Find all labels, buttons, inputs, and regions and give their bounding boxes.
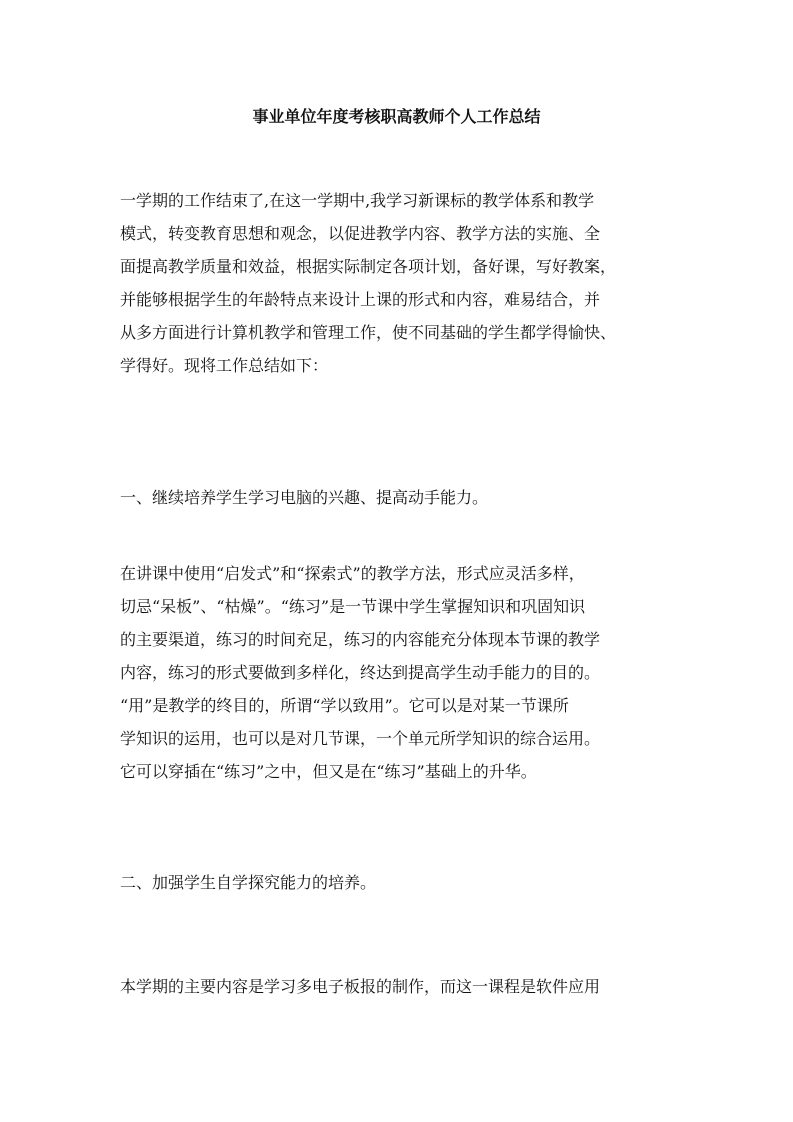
heading-text: 一、继续培养学生学习电脑的兴趣、提高动手能力。 [120,488,489,507]
text-line: 本学期的主要内容是学习多电子板报的制作，而这一课程是软件应用 [120,977,601,996]
text-line: 学知识的运用，也可以是对几节课，一个单元所学知识的综合运用。 [120,729,601,748]
text-line: 切忌“呆板”、“枯燥”。“练习”是一节课中学生掌握知识和巩固知识 [120,597,586,616]
section-heading-1 [120,481,680,514]
text-line: 在讲课中使用“启发式”和“探索式”的教学方法，形式应灵活多样， [120,564,585,583]
text-line: 一学期的工作结束了,在这一学期中,我学习新课标的教学体系和教学 [120,191,595,210]
text-line: “用”是教学的终目的，所谓“学以致用”。它可以是对某一节课所 [120,696,569,715]
text-line: 从多方面进行计算机教学和管理工作，使不同基础的学生都学得愉快、 [120,323,617,342]
paragraph-intro [120,184,680,382]
text-line: 它可以穿插在“练习”之中，但又是在“练习”基础上的升华。 [120,762,537,781]
heading-text: 二、加强学生自学探究能力的培养。 [120,873,377,892]
text-line: 并能够根据学生的年龄特点来设计上课的形式和内容，难易结合，并 [120,290,601,309]
text-line: 面提高教学质量和效益，根据实际制定各项计划，备好课，写好教案， [120,257,617,276]
text-line: 内容，练习的形式要做到多样化，终达到提高学生动手能力的目的。 [120,663,601,682]
section-heading-2 [120,866,680,899]
paragraph-section-2 [120,970,680,1003]
text-line: 学得好。现将工作总结如下： [120,356,329,375]
text-line: 模式，转变教育思想和观念，以促进教学内容、教学方法的实施、全 [120,224,601,243]
document-title: 事业单位年度考核职高教师个人工作总结 [252,107,541,126]
text-line: 的主要渠道，练习的时间充足，练习的内容能充分体现本节课的教学 [120,630,601,649]
paragraph-section-1 [120,557,680,788]
